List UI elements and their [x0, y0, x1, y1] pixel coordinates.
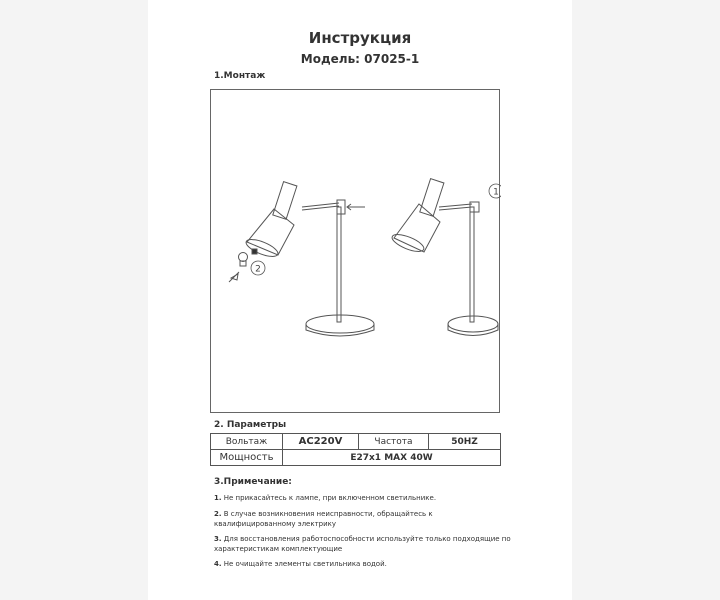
power-label: Мощность: [211, 450, 283, 466]
callout-1-label: 1: [493, 187, 499, 198]
right-lamp-shade: [394, 204, 440, 252]
frequency-value: 50HZ: [429, 434, 501, 450]
assembly-diagram: [210, 89, 500, 413]
right-lamp-stem: [470, 207, 474, 322]
note-item: [214, 559, 514, 569]
voltage-label: Вольтаж: [211, 434, 283, 450]
note-text: Не прикасайтесь к лампе, при включенном светильнике.: [223, 494, 437, 502]
callout-2-label: 2: [255, 264, 261, 275]
left-lamp-holder: [273, 182, 297, 220]
right-lamp-holder: [420, 179, 444, 217]
section-notes-heading: 3.Примечание:: [214, 477, 292, 487]
model-line: [148, 52, 572, 66]
bulb-icon: [239, 253, 248, 262]
frequency-label: Частота: [359, 434, 429, 450]
section-parameters-heading: 2. Параметры: [214, 420, 287, 430]
note-item: [214, 509, 514, 529]
page-title: Инструкция: [308, 29, 412, 47]
model-label: Модель:: [300, 52, 360, 66]
instruction-page: [148, 0, 572, 600]
note-item: [214, 493, 514, 503]
note-item: [214, 534, 514, 554]
note-number: 1.: [214, 494, 222, 502]
voltage-value: AC220V: [283, 434, 359, 450]
right-lamp-arm: [439, 204, 472, 207]
assembly-drawing: [211, 90, 501, 414]
note-number: 4.: [214, 560, 222, 568]
right-lamp-base: [448, 316, 498, 332]
note-number: 2.: [214, 510, 222, 518]
section-montage-heading: 1.Монтаж: [214, 71, 266, 81]
note-text: Не очищайте элементы светильника водой.: [223, 560, 387, 568]
parameters-table: [210, 433, 501, 466]
left-lamp-stem: [337, 207, 341, 322]
power-value: E27x1 MAX 40W: [283, 450, 501, 466]
left-lamp-base: [306, 315, 374, 333]
table-row: [211, 450, 501, 466]
note-text: В случае возникновения неисправности, обращайтесь к квалифицированному электрику: [214, 510, 433, 528]
note-text: Для восстановления работоспособности используйте только подходящие по характеристикам комплектующие: [214, 535, 511, 553]
model-number: 07025-1: [364, 52, 420, 66]
note-number: 3.: [214, 535, 222, 543]
table-row: [211, 434, 501, 450]
